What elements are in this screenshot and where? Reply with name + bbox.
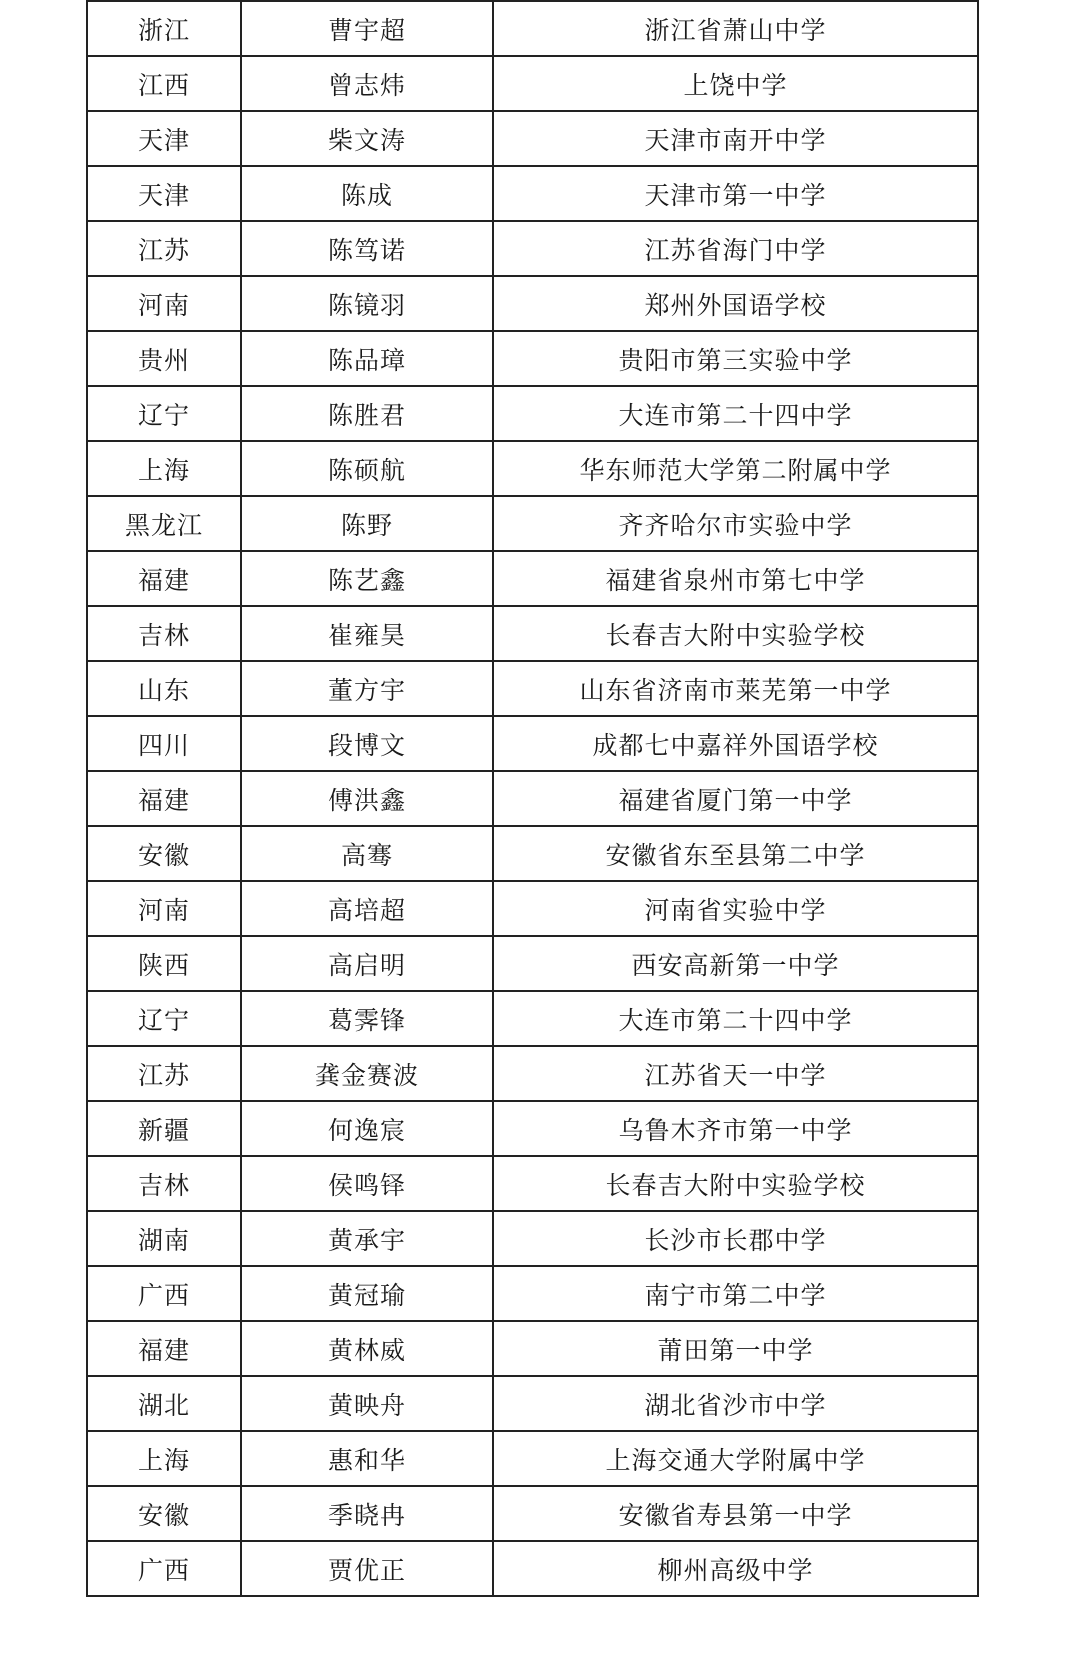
table-row [87, 1541, 978, 1596]
province-cell: 天津 [87, 166, 241, 221]
name-cell: 陈成 [241, 166, 493, 221]
table-row [87, 1046, 978, 1101]
school-cell: 贵阳市第三实验中学 [493, 331, 978, 386]
table-row [87, 496, 978, 551]
school-cell: 南宁市第二中学 [493, 1266, 978, 1321]
name-cell: 龚金赛波 [241, 1046, 493, 1101]
table-row [87, 1156, 978, 1211]
school-cell: 福建省泉州市第七中学 [493, 551, 978, 606]
roster-sheet [86, 0, 977, 1597]
school-cell: 上饶中学 [493, 56, 978, 111]
school-cell: 大连市第二十四中学 [493, 991, 978, 1046]
table-row [87, 1211, 978, 1266]
name-cell: 陈胜君 [241, 386, 493, 441]
table-row [87, 551, 978, 606]
school-cell: 乌鲁木齐市第一中学 [493, 1101, 978, 1156]
school-cell: 齐齐哈尔市实验中学 [493, 496, 978, 551]
name-cell: 傅洪鑫 [241, 771, 493, 826]
table-row [87, 1486, 978, 1541]
school-cell: 长春吉大附中实验学校 [493, 1156, 978, 1211]
table-row [87, 1, 978, 56]
name-cell: 高启明 [241, 936, 493, 991]
school-cell: 大连市第二十四中学 [493, 386, 978, 441]
province-cell: 陕西 [87, 936, 241, 991]
province-cell: 湖北 [87, 1376, 241, 1431]
province-cell: 福建 [87, 771, 241, 826]
province-cell: 新疆 [87, 1101, 241, 1156]
name-cell: 贾优正 [241, 1541, 493, 1596]
province-cell: 吉林 [87, 1156, 241, 1211]
province-cell: 四川 [87, 716, 241, 771]
province-cell: 辽宁 [87, 991, 241, 1046]
province-cell: 福建 [87, 551, 241, 606]
province-cell: 福建 [87, 1321, 241, 1376]
name-cell: 高培超 [241, 881, 493, 936]
school-cell: 西安高新第一中学 [493, 936, 978, 991]
name-cell: 崔雍昊 [241, 606, 493, 661]
province-cell: 河南 [87, 276, 241, 331]
name-cell: 董方宇 [241, 661, 493, 716]
name-cell: 黄映舟 [241, 1376, 493, 1431]
name-cell: 陈镜羽 [241, 276, 493, 331]
province-cell: 辽宁 [87, 386, 241, 441]
province-cell: 江苏 [87, 221, 241, 276]
school-cell: 郑州外国语学校 [493, 276, 978, 331]
table-row [87, 771, 978, 826]
school-cell: 长沙市长郡中学 [493, 1211, 978, 1266]
name-cell: 陈硕航 [241, 441, 493, 496]
table-row [87, 826, 978, 881]
school-cell: 长春吉大附中实验学校 [493, 606, 978, 661]
province-cell: 湖南 [87, 1211, 241, 1266]
name-cell: 陈品璋 [241, 331, 493, 386]
school-cell: 莆田第一中学 [493, 1321, 978, 1376]
table-row [87, 441, 978, 496]
name-cell: 陈笃诺 [241, 221, 493, 276]
province-cell: 上海 [87, 1431, 241, 1486]
table-row [87, 881, 978, 936]
name-cell: 段博文 [241, 716, 493, 771]
table-row [87, 166, 978, 221]
province-cell: 吉林 [87, 606, 241, 661]
table-row [87, 1101, 978, 1156]
province-cell: 江苏 [87, 1046, 241, 1101]
table-row [87, 111, 978, 166]
table-row [87, 221, 978, 276]
province-cell: 广西 [87, 1266, 241, 1321]
name-cell: 何逸宸 [241, 1101, 493, 1156]
name-cell: 侯鸣铎 [241, 1156, 493, 1211]
province-cell: 山东 [87, 661, 241, 716]
name-cell: 黄林威 [241, 1321, 493, 1376]
province-cell: 江西 [87, 56, 241, 111]
table-row [87, 331, 978, 386]
school-cell: 安徽省寿县第一中学 [493, 1486, 978, 1541]
school-cell: 江苏省天一中学 [493, 1046, 978, 1101]
name-cell: 曹宇超 [241, 1, 493, 56]
name-cell: 柴文涛 [241, 111, 493, 166]
name-cell: 葛霁锋 [241, 991, 493, 1046]
school-cell: 安徽省东至县第二中学 [493, 826, 978, 881]
school-cell: 江苏省海门中学 [493, 221, 978, 276]
name-cell: 曾志炜 [241, 56, 493, 111]
school-cell: 湖北省沙市中学 [493, 1376, 978, 1431]
name-cell: 陈艺鑫 [241, 551, 493, 606]
name-cell: 惠和华 [241, 1431, 493, 1486]
school-cell: 山东省济南市莱芜第一中学 [493, 661, 978, 716]
school-cell: 成都七中嘉祥外国语学校 [493, 716, 978, 771]
roster-body [87, 1, 978, 1596]
name-cell: 陈野 [241, 496, 493, 551]
table-row [87, 1266, 978, 1321]
school-cell: 福建省厦门第一中学 [493, 771, 978, 826]
province-cell: 贵州 [87, 331, 241, 386]
school-cell: 浙江省萧山中学 [493, 1, 978, 56]
school-cell: 河南省实验中学 [493, 881, 978, 936]
table-row [87, 716, 978, 771]
table-row [87, 936, 978, 991]
school-cell: 天津市南开中学 [493, 111, 978, 166]
name-cell: 高骞 [241, 826, 493, 881]
roster-table [86, 0, 979, 1597]
school-cell: 上海交通大学附属中学 [493, 1431, 978, 1486]
school-cell: 天津市第一中学 [493, 166, 978, 221]
province-cell: 广西 [87, 1541, 241, 1596]
table-row [87, 991, 978, 1046]
province-cell: 安徽 [87, 826, 241, 881]
table-row [87, 661, 978, 716]
province-cell: 黑龙江 [87, 496, 241, 551]
name-cell: 季晓冉 [241, 1486, 493, 1541]
name-cell: 黄承宇 [241, 1211, 493, 1266]
table-row [87, 1431, 978, 1486]
table-row [87, 1376, 978, 1431]
province-cell: 安徽 [87, 1486, 241, 1541]
province-cell: 天津 [87, 111, 241, 166]
school-cell: 柳州高级中学 [493, 1541, 978, 1596]
province-cell: 河南 [87, 881, 241, 936]
table-row [87, 1321, 978, 1376]
table-row [87, 606, 978, 661]
table-row [87, 386, 978, 441]
table-row [87, 56, 978, 111]
province-cell: 上海 [87, 441, 241, 496]
name-cell: 黄冠瑜 [241, 1266, 493, 1321]
table-row [87, 276, 978, 331]
school-cell: 华东师范大学第二附属中学 [493, 441, 978, 496]
province-cell: 浙江 [87, 1, 241, 56]
